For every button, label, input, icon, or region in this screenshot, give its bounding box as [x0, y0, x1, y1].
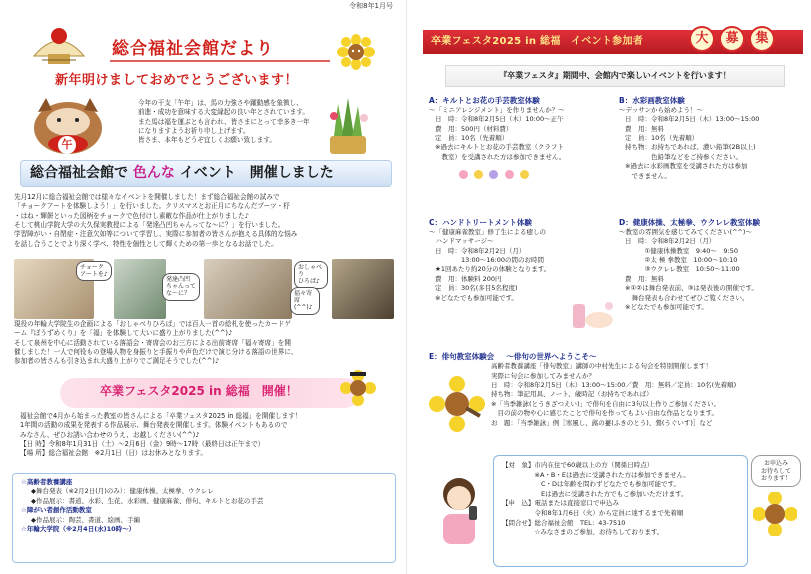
event-card-d	[619, 218, 809, 313]
card-line: お 題：「当季雑詠」例［寒風し、蕗の薹(ふきのとう)、鶯(うぐいす)］など	[491, 418, 713, 427]
festa-banner-title: 卒業フェスタ2025 in 総福 開催！	[100, 384, 298, 398]
intro-line: 今年の干支「午年」は、馬の力強さや躍動感を象徴し、	[138, 99, 303, 107]
card-line: 日 時：令和8年2月2日（月）	[435, 246, 526, 255]
title-underline	[110, 60, 330, 62]
card-title: D：健康体操、太極拳、ウクレレ教室体験	[619, 218, 761, 227]
card-line: 実際に句会に参加してみませんか？	[491, 371, 595, 380]
card-title: E：俳句教室体験会	[429, 352, 495, 361]
card-line: ①健康体操教室 9:40〜 9:50	[625, 246, 739, 255]
card-line: ※どなたでも参加可能です。	[625, 303, 708, 312]
report-line: ーム『ぼうずめくり』を「福」を体験して大いに盛り上がりました(^^)♪	[14, 329, 233, 338]
card-line: できません。	[625, 171, 671, 180]
festa-line: みなさん、ぜひお誘い合わせのうえ、お越しください(^^)♪	[20, 430, 200, 439]
card-line: 〜「健康麻雀教室」修了生による癒しの	[429, 227, 546, 236]
card-line: ②太 極 拳教室 10:00〜10:10	[625, 256, 738, 265]
apply-line: 【問合せ】総合福祉会館 TEL：43-7510	[502, 518, 626, 527]
card-line: ※過去にキルトとお花の手芸教室（クラフト	[435, 143, 564, 152]
report-line: 先月12月に総合福祉会館では様々なイベントを開催しました！まず総合福祉会館の試みで	[14, 193, 280, 201]
card-line: ③ウクレレ教室 10:50〜11:00	[625, 265, 740, 274]
card-line: ※どなたでも参加可能です。	[435, 293, 518, 302]
card-line: 〜デッサンから始めよう！〜	[619, 105, 704, 114]
card-line: 費 用：無料	[625, 274, 664, 283]
festa-line: 1年間の活動の成果を発表する作品展示、舞台発表を開催します。体験イベントもあるので	[20, 421, 288, 430]
apply-speech-bubble: お申込み お待ちして おります！	[751, 455, 801, 487]
new-year-ornament-icon	[28, 16, 90, 68]
card-line: 定 員：10名（先着順）	[435, 134, 509, 143]
card-line: 費 用：500円（材料費）	[435, 124, 513, 133]
sunflower-graduate-icon	[340, 370, 376, 406]
exhibit-schedule-box	[12, 473, 396, 563]
festa-line: 【日 時】令和8年1月31日（土）〜2月6日（金）9時〜17時（最終日は正午まで）	[20, 440, 265, 449]
seminar-bubble: 発達凸凹 ちゃんって な〜に？	[162, 273, 200, 301]
apply-line: ☆みなさまのご参加、お待ちしております。	[502, 528, 664, 537]
report-line: 参加者の皆さんも引き込まれ大盛り上がりでご満足そうでした(^^)♪	[14, 357, 220, 366]
card-title: C：ハンドトリートメント体験	[429, 218, 532, 227]
card-line: 定 員：10名（先着順）	[625, 134, 699, 143]
recruit-badge: 大	[689, 26, 715, 52]
card-line: 日 時：令和8年2月5日（木）13:00〜15:00／費 用：無料／定員：10名(先着順)	[491, 380, 737, 389]
card-line: 13:00〜16:00の間のお時間	[435, 256, 544, 265]
card-line: 日 時：令和8年2月5日（木）13:00〜15:00	[625, 115, 760, 124]
card-line: 〜教室の雰囲気を感じてみてください(^^)〜	[619, 227, 752, 236]
flower-icon	[459, 170, 468, 179]
report-line: ・はね・輝餅といった図柄をチョークで色付けし素敵な作品が仕上がりました♪	[14, 211, 249, 220]
newsletter-title: 総合福祉会館だより	[112, 39, 274, 59]
seminar-photo	[114, 259, 166, 319]
report-line: 現役の年輪大学院生の企画による「おしゃべりひろば」では百人一首の絵札を使ったカードゲ	[14, 320, 291, 328]
festa-paragraph	[20, 412, 390, 459]
event-banner-title: 卒業フェスタ2025 in 総福 イベント参加者	[431, 36, 644, 47]
card-line: 舞台発表も合わせてぜひご覧ください。	[625, 293, 749, 302]
card-line: 目の前の物や心に感じたことで俳句を作ってもよい自由な作品となります。	[491, 409, 718, 418]
card-game-photo	[204, 259, 292, 319]
apply-line: 【対 象】市内在住で60歳以上の方（関係日時点）	[502, 461, 654, 469]
apply-line: 令和8年1月6日（火）から定員に達するまで先着順	[502, 509, 684, 518]
festa-line: 福祉会館で4月から始まった教室の皆さんによる「卒業フェスタ2025 in 総福」を開催します！	[20, 412, 302, 420]
box-item: ◆作品展示：陶芸、書道、絵画、手編	[31, 515, 140, 524]
flower-icon	[489, 170, 498, 179]
apply-line: C・Dは年齢を問わずどなたでも参加可能です。	[502, 480, 681, 489]
banner-suffix: イベント 開催しました	[179, 165, 334, 181]
sunflower-mascot-icon	[753, 492, 797, 536]
oshaberi-bubble: おしゃべり ひろば♪	[294, 261, 328, 289]
application-info-box	[493, 455, 748, 567]
apply-line: Eは過去に受講された方でもご参加いただけます。	[502, 489, 688, 498]
intro-paragraph	[138, 99, 318, 146]
event-subheading: 『卒業フェスタ』期間中、会館内で楽しいイベントを行います！	[445, 65, 785, 87]
flower-icon	[520, 170, 529, 179]
card-line: ※①②は舞台発表前、③は発表後の開催です。	[625, 284, 758, 293]
card-line: 定 員：30名(多目5名程度)	[435, 284, 518, 293]
box-heading: ☆年輪大学院（※2月4日(水)10時〜）	[21, 525, 136, 534]
rakugo-photo	[332, 259, 394, 319]
card-line: 教室）を受講された方は参加できません。	[435, 152, 566, 161]
events-report-paragraph	[14, 193, 396, 249]
rakugo-bubble: 福々寄席 (^^)♪	[290, 287, 320, 315]
card-line: ★1回あたり約20分の体験となります。	[435, 265, 551, 274]
flower-icon	[505, 170, 514, 179]
card-line: ※過去に水彩画教室を受講された方は参加	[625, 162, 748, 171]
card-title: A：キルトとお花の手芸教室体験	[429, 96, 540, 105]
card-line: 〜「ミニアレンジメント」を作りませんか？〜	[429, 105, 565, 114]
festa-line: 【場 所】総合福祉会館 ※2月1日（日）はお休みとなります。	[20, 449, 207, 458]
card-line: 費 用：無料	[625, 124, 664, 133]
newsletter-right-page	[413, 0, 811, 574]
intro-line: また馬は福を運ぶとも言われ、皆さまにとって幸多き一年	[138, 117, 310, 126]
card-line: 色鉛筆などをご持参ください。	[625, 152, 742, 161]
box-item: ◆舞台発表（※2月2日(月)のみ）：健康体操、太極拳、ウクレレ	[31, 487, 214, 496]
hand-cream-icon	[569, 298, 615, 332]
event-card-a	[429, 96, 619, 182]
card-subtitle: 〜俳句の世界へようこそ〜	[506, 352, 597, 361]
intro-line: 前進・成功を意味する大変縁起の良い年とされています。	[138, 108, 309, 117]
zodiac-badge: 午	[58, 136, 76, 154]
intro-line: 皆さま、本年もどうぞ宜しくお願い致します。	[138, 136, 276, 145]
event-card-e	[429, 352, 809, 428]
card-title: B：水彩画教室体験	[619, 96, 685, 105]
banner-prefix: 総合福祉会館で	[30, 165, 128, 181]
flower-icon	[474, 170, 483, 179]
card-line: 費 用：体験料 200円	[435, 274, 502, 283]
intro-line: になりますようお祈り申し上げます。	[138, 127, 250, 136]
sunflower-haiku-icon	[429, 376, 485, 432]
report-line: そして泉州を中心に活動されている落語会・寄席会のお三方による出前寄席「福々寄席」を開	[14, 338, 291, 347]
card-line: ※「当季雑詠(とうきざつえい)」で俳句を自由に3句以上作りご参加ください。	[491, 399, 721, 408]
report-line: 催しました！一人で何役もの登場人物を身振りと手振りや声色だけで演じ分ける落語の世界に、	[14, 348, 298, 357]
box-heading: ☆高齢者教養講座	[21, 478, 73, 486]
events-report-paragraph-2	[14, 320, 396, 367]
kadomatsu-icon	[320, 96, 376, 158]
chalk-art-bubble: チョーク アートを♪	[76, 261, 112, 281]
banner-highlight: 色んな	[132, 165, 175, 181]
card-line: 日 時：令和8年2月2日（月）	[625, 237, 716, 246]
events-banner-title	[30, 164, 334, 182]
event-card-c	[429, 218, 619, 303]
card-line: 持ち物：お持ちであれば、濃い鉛筆(2B以上)	[625, 143, 756, 152]
flower-decoration	[429, 170, 619, 182]
apply-line: 【申 込】電話または直接窓口で申込み	[502, 499, 619, 508]
box-heading: ☆障がい者創作活動教室	[21, 506, 92, 515]
woman-phone-icon	[431, 470, 487, 550]
newsletter-left-page	[0, 0, 405, 574]
event-photos	[14, 259, 394, 319]
report-line: 「チョークアートを体験しよう！」を行いました。クリスマスとお正月にちなんだブーツ・杼	[14, 202, 290, 211]
recruit-badge: 集	[749, 26, 775, 52]
card-line: 高齢者教養講座「俳句教室」講師の中村先生による句会を特別開催します！	[491, 362, 712, 371]
card-line: 持ち物：筆記用具、ノート、歳時記（お持ちであれば）	[491, 390, 653, 399]
card-line: 日 時：令和8年2月5日（木）10:00〜正午	[435, 115, 564, 124]
event-card-b	[619, 96, 807, 181]
report-line: そして桃山学院大学の大久保実教授による「発達凸凹ちゃんってな〜に？」を行いました。	[14, 221, 285, 230]
issue-label: 令和8年1月号	[349, 2, 393, 10]
page-divider	[406, 0, 407, 574]
report-line: 学習障がい・自閉症・注意欠如等について学習し、実際に参加者の皆さんが抱える具体的な悩み	[14, 230, 298, 239]
report-line: を話し合うことでより深く学べ、特性を個性として輝くための第一歩となるお話でした。	[14, 239, 278, 248]
apply-line: ※A・B・Eは過去に受講された方は参加できません。	[502, 470, 690, 479]
recruit-badge: 募	[719, 26, 745, 52]
new-year-greeting: 新年明けましておめでとうございます！	[55, 73, 299, 88]
sunflower-mascot-icon	[336, 34, 376, 72]
box-item: ◆作品展示：書道、水彩、生花、水彩画、健康麻雀、俳句、キルトとお花の手芸	[31, 496, 264, 505]
card-line: ハンドマッサージ〜	[429, 237, 494, 246]
